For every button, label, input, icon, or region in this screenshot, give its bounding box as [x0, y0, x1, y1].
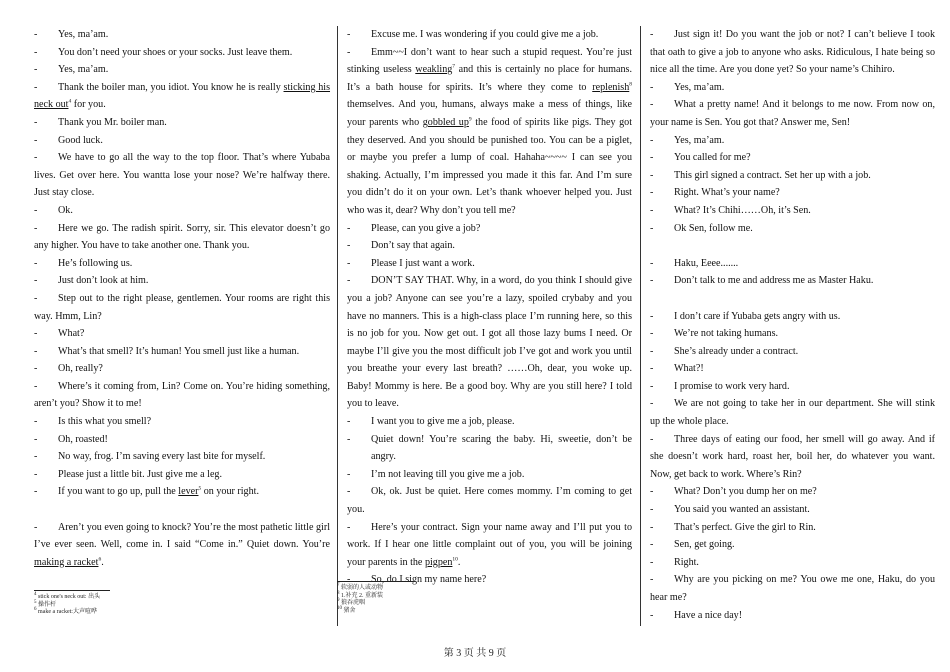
dialogue-line	[650, 272, 935, 290]
dialogue-line	[34, 360, 330, 378]
line-text: Ok.	[58, 204, 73, 216]
line-text: What? It’s Chihi……Oh, it’s Sen.	[674, 204, 811, 216]
dash-marker: -	[650, 222, 654, 234]
footnote-number: 8	[337, 590, 340, 596]
dialogue-line	[347, 519, 632, 572]
line-text: What?!	[674, 363, 704, 375]
line-text: Aren’t you even going to knock? You’re the most pathetic little girl I’ve ever seen. Well, come in. I said “Come in.” Quiet down. You’re	[34, 521, 330, 551]
line-text: Thank you Mr. boiler man.	[58, 116, 167, 128]
dash-marker: -	[34, 29, 38, 40]
footnote-rule	[34, 590, 110, 591]
dialogue-line	[347, 272, 632, 413]
dialogue-line	[650, 483, 935, 501]
footnote-number: 6	[34, 607, 37, 613]
dialogue-line	[650, 554, 935, 572]
dialogue-line	[650, 79, 935, 97]
dialogue-line	[347, 237, 632, 255]
line-text: No way, frog. I’m saving every last bite for myself.	[58, 451, 266, 463]
footnote	[34, 594, 330, 602]
dialogue-line	[650, 26, 935, 79]
line-text: Oh, really?	[58, 363, 103, 375]
dash-marker: -	[650, 152, 654, 164]
footnote-ref: 6	[98, 556, 102, 563]
dialogue-line	[34, 483, 330, 501]
footnote-ref: 8	[629, 81, 632, 88]
dash-marker: -	[347, 240, 351, 252]
glossed-term: gobbled up	[422, 116, 469, 128]
footnotes-column-1	[34, 590, 330, 617]
dash-marker: -	[34, 257, 38, 269]
dialogue-line	[650, 607, 935, 625]
dash-marker: -	[34, 451, 38, 463]
line-text: I’m not leaving till you give me a job.	[371, 468, 525, 480]
line-text: Excuse me. I was wondering if you could give me a job.	[371, 29, 599, 40]
line-text: That’s perfect. Give the girl to Rin.	[674, 521, 816, 533]
dialogue-line	[650, 96, 935, 131]
dash-marker: -	[34, 204, 38, 216]
dash-marker: -	[34, 486, 38, 498]
dash-marker: -	[650, 345, 654, 357]
line-text: Three days of eating our food, her smell will go away. And if she doesn’t work hard, roast her, boil her, do whatever you want. Now, get back to work. Where’s Rin?	[650, 433, 935, 480]
dash-marker: -	[650, 363, 654, 375]
footnote-text: 猪舍	[343, 607, 356, 614]
glossed-term: replenish	[592, 81, 630, 93]
dash-marker: -	[34, 81, 38, 93]
footnote	[337, 585, 632, 593]
dash-marker: -	[347, 574, 351, 586]
dash-marker: -	[650, 310, 654, 322]
dialogue-line	[650, 431, 935, 484]
dialogue-line	[650, 132, 935, 150]
line-text: themselves. And you, humans, always make a mess of things, like your parents who	[347, 99, 632, 128]
dialogue-line	[34, 413, 330, 431]
dialogue-line	[347, 413, 632, 431]
dialogue-line	[34, 114, 330, 132]
column-1	[34, 26, 330, 626]
footnote-ref: 4	[68, 99, 72, 106]
dialogue-line	[34, 378, 330, 413]
dash-marker: -	[650, 556, 654, 568]
line-text: Don’t talk to me and address me as Master Haku.	[674, 275, 874, 287]
page-number: 第 3 页 共 9 页	[443, 648, 507, 659]
line-text: Sen, get going.	[674, 539, 735, 551]
dialogue-line	[650, 184, 935, 202]
footnote-rule	[337, 581, 413, 582]
dialogue-line	[34, 44, 330, 62]
dialogue-line	[34, 431, 330, 449]
dash-marker: -	[347, 275, 351, 287]
footnote-ref: 10	[452, 556, 458, 563]
line-text: We’re not taking humans.	[674, 328, 779, 340]
dash-marker: -	[650, 81, 654, 93]
dialogue-line	[650, 536, 935, 554]
dash-marker: -	[650, 169, 654, 181]
line-text: Right. What’s your name?	[674, 187, 780, 199]
dialogue-line	[650, 343, 935, 361]
dialogue-line	[650, 255, 935, 273]
line-text: Yes, ma’am.	[674, 81, 725, 93]
dash-marker: -	[347, 257, 351, 269]
line-text: Quiet down! You’re scaring the baby. Hi, sweetie, don’t be angry.	[371, 433, 632, 463]
footnote-text: 1.补充 2. 重新装	[341, 592, 384, 599]
footnote-number: 9	[337, 598, 340, 604]
line-text: and this is certainly no place for humans. It’s a bath house for spirits. It’s where they come to	[347, 64, 632, 93]
footnote-text: 软弱的人或动物	[341, 585, 384, 591]
dash-marker: -	[34, 64, 38, 76]
line-text: Why are you picking on me? You owe me one, Haku, do you hear me?	[650, 574, 935, 603]
line-text: What’s that smell? It’s human! You smell just like a human.	[58, 345, 300, 357]
footnote-number: 7	[337, 583, 340, 588]
dash-marker: -	[347, 433, 351, 445]
line-text: Right.	[674, 556, 699, 568]
dash-marker: -	[650, 486, 654, 498]
dash-marker: -	[650, 257, 654, 269]
footnote-text: stick one's neck out: 出头	[38, 594, 101, 600]
line-text: She’s already under a contract.	[674, 345, 799, 357]
line-text: Don’t say that again.	[371, 240, 455, 252]
dialogue-line	[34, 343, 330, 361]
dialogue-line	[34, 79, 330, 114]
line-text: Have a nice day!	[674, 609, 743, 621]
line-text: Haku, Eeee.......	[674, 257, 739, 269]
dash-marker: -	[650, 328, 654, 340]
footnote-ref: 5	[198, 486, 202, 493]
dialogue-line	[34, 202, 330, 220]
line-text: So, do I sign my name here?	[371, 574, 487, 586]
line-text: Just don’t look at him.	[58, 275, 149, 287]
dash-marker: -	[650, 433, 654, 445]
glossed-term: pigpen	[424, 556, 453, 568]
dash-marker: -	[347, 521, 351, 533]
line-text: I promise to work very hard.	[674, 380, 790, 392]
line-text: Yes, ma’am.	[674, 134, 725, 146]
dash-marker: -	[650, 187, 654, 199]
footnote-number: 4	[34, 592, 37, 597]
dialogue-line	[650, 167, 935, 185]
dialogue-line	[650, 519, 935, 537]
blank-line	[650, 290, 935, 308]
dialogue-line	[650, 308, 935, 326]
line-text: on your right.	[201, 486, 259, 498]
line-text: Here’s your contract. Sign your name away and I’ll put you to work. If I hear one little complaint out of you, you will be joining your parents in the	[347, 521, 632, 568]
dialogue-line	[34, 220, 330, 255]
column-3	[640, 26, 935, 626]
dialogue-line	[650, 220, 935, 238]
line-text: What a pretty name! And it belongs to me now. From now on, your name is Sen. You got that? Answer me, Sen!	[650, 99, 935, 128]
line-text: We have to go all the way to the top floor. That’s where Yubaba lives. Get over here. You wantta lose your nose? We’re halfway there. Just stay close.	[34, 152, 330, 199]
dash-marker: -	[34, 521, 38, 533]
dash-marker: -	[650, 539, 654, 551]
line-text: Oh, roasted!	[58, 433, 108, 445]
footnote-text: 狼吞虎咽	[341, 600, 366, 607]
glossed-term: sticking his neck out	[34, 81, 331, 111]
line-text: You don’t need your shoes or your socks. Just leave them.	[58, 46, 293, 58]
dash-marker: -	[650, 398, 654, 410]
dialogue-line	[34, 26, 330, 44]
line-text: If you want to go up, pull the	[58, 486, 179, 498]
line-text: You said you wanted an assistant.	[674, 504, 810, 516]
dialogue-line	[34, 519, 330, 572]
dash-marker: -	[34, 46, 38, 58]
dash-marker: -	[650, 29, 654, 40]
dialogue-line	[347, 431, 632, 466]
line-text: Is this what you smell?	[58, 416, 152, 428]
line-text: What?	[58, 328, 85, 340]
dialogue-line	[34, 149, 330, 202]
line-text: the food of spirits like pigs. They got they deserved. And you should be punished too. You can be a piglet, or maybe you prefer a lump of coal. Hahaha~~~~ I can see you shaking. Actually, I’m impressed you made it this far. And I’m sure you didn’t do it on your own. Let’s thank whoever helped you. Just who was it, dear? Why don’t you tell me?	[347, 116, 633, 216]
line-text: You called for me?	[674, 152, 751, 164]
line-text: Yes, ma’am.	[58, 29, 109, 40]
dash-marker: -	[34, 152, 38, 164]
dialogue-line	[347, 255, 632, 273]
line-text: We are not going to take her in our department. She will stink up the whole place.	[650, 398, 935, 428]
dialogue-line	[347, 44, 632, 220]
glossed-term: making a racket	[34, 556, 99, 568]
line-text: Ok, ok. Just be quiet. Here comes mommy. I’m coming to get you.	[347, 486, 632, 516]
footnote	[337, 605, 632, 616]
line-text: for you.	[71, 99, 106, 111]
dash-marker: -	[34, 116, 38, 128]
dialogue-line	[34, 325, 330, 343]
dash-marker: -	[34, 222, 38, 234]
dash-marker: -	[650, 504, 654, 516]
blank-line	[34, 501, 330, 519]
dash-marker: -	[347, 222, 351, 234]
dialogue-line	[650, 360, 935, 378]
dialogue-line	[347, 466, 632, 484]
dialogue-line	[34, 61, 330, 79]
line-text: What? Don’t you dump her on me?	[674, 486, 817, 498]
line-text: He’s following us.	[58, 257, 133, 269]
footnote-ref: 7	[452, 63, 456, 70]
dialogue-line	[347, 220, 632, 238]
line-text: .	[101, 556, 104, 568]
line-text: Ok Sen, follow me.	[674, 222, 753, 234]
dialogue-line	[650, 202, 935, 220]
dash-marker: -	[347, 416, 351, 428]
dash-marker: -	[650, 134, 654, 146]
line-text: This girl signed a contract. Set her up with a job.	[674, 169, 871, 181]
line-text: I don’t care if Yubaba gets angry with us.	[674, 310, 841, 322]
line-text: Emm~~I don’t want to hear such a stupid request. You’re just stinking useless	[347, 46, 632, 76]
footnotes-column-2	[337, 581, 632, 615]
footnote-number: 5	[34, 599, 37, 605]
line-text: Please, can you give a job?	[371, 222, 481, 234]
dialogue-line	[34, 132, 330, 150]
line-text: Thank the boiler man, you idiot. You know he is really	[58, 81, 284, 93]
dialogue-line	[34, 290, 330, 325]
dash-marker: -	[347, 486, 351, 498]
dash-marker: -	[347, 468, 351, 480]
dialogue-line	[34, 272, 330, 290]
dash-marker: -	[34, 292, 38, 304]
footnote-number: 10	[337, 605, 342, 611]
column-2	[337, 26, 632, 626]
line-text: .	[457, 556, 461, 568]
dash-marker: -	[34, 363, 38, 375]
line-text: Please just a little bit. Just give me a leg.	[58, 468, 222, 480]
dialogue-line	[650, 395, 935, 430]
dash-marker: -	[650, 574, 654, 586]
dash-marker: -	[34, 134, 38, 146]
line-text: Good luck.	[58, 134, 103, 146]
blank-line	[650, 237, 935, 255]
dash-marker: -	[347, 29, 351, 40]
line-text: Just sign it! Do you want the job or not? I can’t believe I took that oath to give a job to anyone who asks. Ridiculous, I hate being so nice all the time. Are you done yet? So your name’s Chihiro.	[650, 29, 935, 76]
dialogue-line	[650, 501, 935, 519]
line-text: I want you to give me a job, please.	[371, 416, 515, 428]
line-text: Please I just want a work.	[371, 257, 475, 269]
dash-marker: -	[650, 275, 654, 287]
footnote-ref: 9	[468, 116, 472, 123]
footnote	[34, 609, 330, 617]
dialogue-line	[34, 466, 330, 484]
dialogue-line	[34, 255, 330, 273]
dash-marker: -	[347, 46, 351, 58]
dialogue-line	[650, 325, 935, 343]
dash-marker: -	[34, 328, 38, 340]
dash-marker: -	[650, 204, 654, 216]
dash-marker: -	[650, 380, 654, 392]
line-text: Yes, ma’am.	[58, 64, 109, 76]
line-text: Where’s it coming from, Lin? Come on. You’re hiding something, aren’t you? Show it to me!	[34, 380, 330, 410]
dash-marker: -	[34, 433, 38, 445]
glossed-term: weakling	[415, 64, 453, 76]
glossed-term: lever	[178, 486, 199, 498]
line-text: Here we go. The radish spirit. Sorry, sir. This elevator doesn’t go any higher. You have to take another one. Thank you.	[34, 222, 330, 252]
line-text: DON’T SAY THAT. Why, in a word, do you think I should give you a job? Anyone can see you’re a lazy, spoiled crybaby and you have no manners. This is a high-class place I’m running here, so this is no job for you. Now get out. I got all those lazy bums I need. Or maybe I’ll give you the most difficult job I’ve got and work you until you breathe your every last breath? ……Oh, dear, you woke up. Baby! Mommy is here. Be a good boy. Why are you still here? I told you to leave.	[347, 275, 632, 410]
dash-marker: -	[34, 275, 38, 287]
footnote-text: make a racket:大声喧哗	[38, 609, 97, 616]
dash-marker: -	[34, 380, 38, 392]
dash-marker: -	[650, 99, 654, 111]
dialogue-line	[650, 378, 935, 396]
dash-marker: -	[650, 521, 654, 533]
dialogue-line	[650, 571, 935, 606]
line-text: Step out to the right please, gentlemen. Your rooms are right this way. Hmm, Lin?	[34, 292, 330, 322]
dialogue-line	[650, 149, 935, 167]
dash-marker: -	[34, 416, 38, 428]
dash-marker: -	[34, 345, 38, 357]
footnote	[337, 600, 632, 608]
dialogue-line	[347, 483, 632, 518]
dialogue-line	[34, 448, 330, 466]
dialogue-line	[347, 26, 632, 44]
footnote-text: 操作杆	[38, 601, 57, 608]
dash-marker: -	[34, 468, 38, 480]
dash-marker: -	[650, 609, 654, 621]
